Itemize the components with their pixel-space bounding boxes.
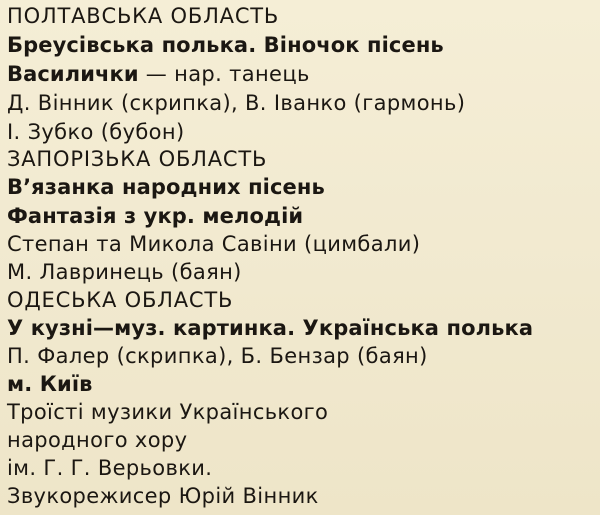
track-title-fantaziia: Фантазія з укр. мелодій [7,204,304,228]
region-heading-poltava: ПОЛТАВСЬКА ОБЛАСТЬ [7,4,280,28]
performers-line: Степан та Микола Савіни (цимбали) [7,232,421,256]
track-title-vasylychky [7,60,310,88]
track-title-u-kuzni: У кузні—муз. картинка. Українська полька [7,316,534,340]
region-heading-odesa: ОДЕСЬКА ОБЛАСТЬ [7,288,234,312]
region-heading-zaporizhzhia: ЗАПОРІЗЬКА ОБЛАСТЬ [7,147,268,171]
ensemble-name-line: ім. Г. Г. Верьовки. [7,456,213,480]
ensemble-name-line: народного хору [7,428,188,452]
track-title-breusivska-polka: Бреусівська полька. Віночок пісень [7,33,444,57]
performers-line: І. Зубко (бубон) [7,120,185,144]
track-description: — нар. танець [138,62,310,86]
ensemble-name-line: Троїсті музики Українського [7,400,329,424]
performers-line: Д. Вінник (скрипка), В. Іванко (гармонь) [7,91,466,115]
track-title-bold: Василички [7,62,139,86]
city-heading-kyiv: м. Київ [7,372,93,396]
performers-line: П. Фалер (скрипка), Б. Бензар (баян) [7,344,428,368]
track-title-viazanka: В’язанка народних пісень [7,175,325,199]
sound-engineer-credit: Звукорежисер Юрій Вінник [7,484,319,508]
performers-line: М. Лавринець (баян) [7,260,242,284]
